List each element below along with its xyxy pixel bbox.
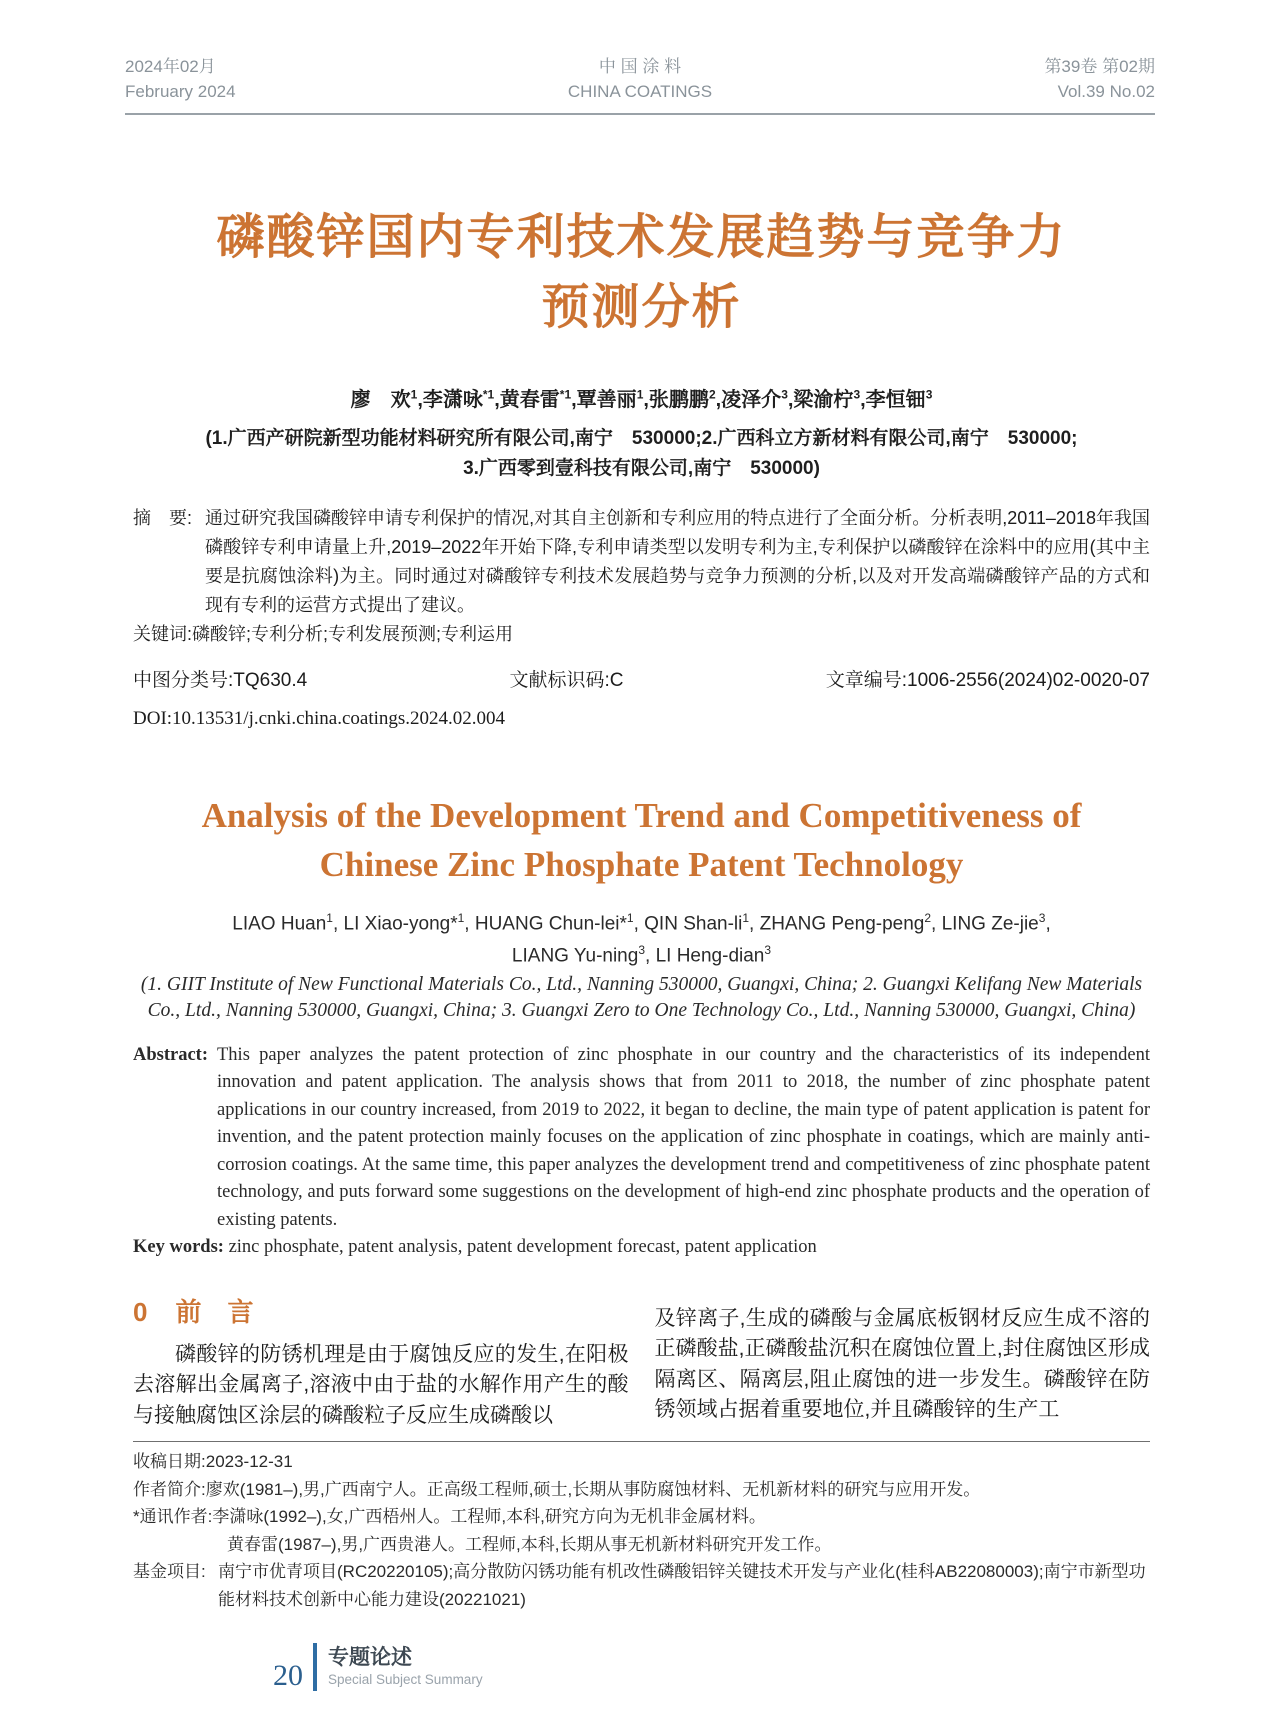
footer-column-cn: 专题论述 [328,1646,412,1670]
author-cn: ,李潇咏$^{*1}$ [417,387,495,411]
article-id: 文章编号:1006-2556(2024)02-0020-07 [825,670,1150,691]
body-column-right [655,1292,1151,1432]
affiliation-cn-line1: (1.广西产研院新型功能材料研究所有限公司,南宁 530000;2.广西科立方新材料有限公司,南宁 530000; [205,428,1078,449]
authors-cn [133,383,1150,412]
keywords-cn [133,620,1150,649]
authors-en-line1: LIAO Huan$^1$, LI Xiao-yong*$^1$, HUANG Chun-lei*$^1$, QIN Shan-$li^1$, ZHANG Peng-peng$^2$, LING Ze-jie$^3$, [232,911,1051,935]
volume-issue-en: Vol.39 No.02 [1057,82,1155,101]
abstract-cn-label: 摘 要: [133,508,193,528]
section-title: 前 言 [175,1296,254,1327]
issue-date-en: February 2024 [125,82,236,101]
keywords-cn-text: 磷酸锌;专利分析;专利发展预测;专利运用 [192,624,514,644]
issue-date-cn: 2024年02月 [125,57,216,76]
affiliations-cn [133,424,1150,484]
section-number: 0 [133,1296,148,1327]
document-code: 文献标识码:C [509,670,624,691]
keywords-en [133,1234,1150,1262]
author-cn: ,张鹏鹏$^2$ [643,387,716,411]
header-rule [125,113,1155,115]
clc-number: 中图分类号:TQ630.4 [133,670,308,691]
footer-divider-bar [313,1643,317,1691]
header-journal-name [568,54,712,104]
page-footer [273,1643,1150,1691]
author-cn: 廖 欢$^1$ [350,387,418,411]
journal-header [0,0,1280,104]
article-title-en [133,791,1150,889]
abstract-cn [133,504,1150,620]
page-number: 20 [273,1659,303,1693]
affiliation-en-line1: (1. GIIT Institute of New Functional Materials Co., Ltd., Nanning 530000, Guangxi, China; 2. Guangxi Kelifang New Materials [140,973,1143,995]
keywords-en-label: Key words: [133,1237,224,1258]
author-cn: ,梁渝柠$^3$ [787,387,861,411]
abstract-en [133,1042,1150,1235]
author-cn: ,凌泽介$^3$ [715,387,788,411]
header-volume-issue [1044,54,1155,104]
journal-name-en: CHINA COATINGS [567,82,713,101]
abstract-cn-text: 通过研究我国磷酸锌申请专利保护的情况,对其自主创新和专利应用的特点进行了全面分析。分析表明,2011–2018年我国磷酸锌专利申请量上升,2019–2022年开始下降,专利申请类型以发明专利为主,专利保护以磷酸锌在涂料中的应用(其中主要是抗腐蚀涂料)为主。同时通过对磷酸锌专利技术发展趋势与竞争力预测的分析,以及对开发高端磷酸锌产品的方式和现有专利的运营方式提出了建议。 [205,508,1150,615]
affiliation-cn-line2: 3.广西零到壹科技有限公司,南宁 530000) [463,458,820,479]
footnote-funding: 基金项目: 南宁市优青项目(RC20220105);高分散防闪锈功能有机改性磷酸铝锌关键技术开发与产业化(桂科AB22080003);南宁市新型功能材料技术创新中心能力建设(20221021) [133,1562,1146,1609]
article-title-en-line2: Chinese Zinc Phosphate Patent Technology [319,845,964,884]
doi: DOI:10.13531/j.cnki.china.coatings.2024.02.004 [133,708,506,729]
keywords-en-text: zinc phosphate, patent analysis, patent development forecast, patent application [228,1237,817,1258]
footnote-corresponding-author: *通讯作者:李潇咏(1992–),女,广西梧州人。工程师,本科,研究方向为无机非金属材料。 [133,1507,766,1527]
body-paragraph-left: 磷酸锌的防锈机理是由于腐蚀反应的发生,在阳极去溶解出金属离子,溶液中由于盐的水解作用产生的酸与接触腐蚀区涂层的磷酸粒子反应生成磷酸以 [133,1342,629,1427]
affiliations-en [133,972,1150,1024]
footnote-received-date: 收稿日期:2023-12-31 [133,1452,293,1472]
article-title-cn [133,203,1150,343]
body-column-left [133,1292,629,1432]
authors-en-line2: LIANG Yu-ning$^3$, LI Heng-dian$^3$ [511,943,772,967]
author-cn: ,李恒钿$^3$ [860,387,933,411]
footnote-corresponding-author-2: 黄春雷(1987–),男,广西贵港人。工程师,本科,长期从事无机新材料研究开发工作。 [227,1534,832,1554]
affiliation-en-line2: Co., Ltd., Nanning 530000, Guangxi, China; 3. Guangxi Zero to One Technology Co., Ltd., Nanning 530000, Guangxi, China) [147,999,1136,1021]
author-cn: ,黄春雷$^{*1}$ [494,387,572,411]
footnotes [133,1448,1150,1613]
journal-name-cn: 中 国 涂 料 [598,57,682,76]
header-issue-date [125,54,236,104]
abstract-en-text: This paper analyzes the patent protection of zinc phosphate in our country and the characteristics of its independent innovation and patent application. The analysis shows that from 2011 to 2018, the number of zinc phosphate patent applications in our country increased, from 2019 to 2022, it began to decline, the main type of patent application is patent for invention, and the patent protection mainly focuses on the application of zinc phosphate in coatings, which are mainly anti-corrosion coatings. At the same time, this paper analyzes the development trend and competitiveness of zinc phosphate patent technology, and puts forward some suggestions on the development of high-end zinc phosphate products and the operation of existing patents. [217,1044,1150,1230]
section-heading [133,1294,629,1330]
article-title-cn-line2: 预测分析 [541,281,742,334]
author-cn: ,覃善丽$^1$ [571,387,644,411]
body-paragraph-right: 及锌离子,生成的磷酸与金属底板钢材反应生成不溶的正磷酸盐,正磷酸盐沉积在腐蚀位置上,封住腐蚀区形成隔离区、隔离层,阻止腐蚀的进一步发生。磷酸锌在防锈领域占据着重要地位,并且磷酸锌的生产工 [654,1306,1150,1422]
footnote-rule [133,1441,1150,1442]
keywords-cn-label: 关键词: [133,624,193,644]
volume-issue-cn: 第39卷 第02期 [1044,57,1155,76]
article-title-cn-line1: 磷酸锌国内专利技术发展趋势与竞争力 [216,211,1067,264]
article-title-en-line1: Analysis of the Development Trend and Competitiveness of [201,796,1082,835]
footer-column-title [328,1645,483,1689]
footer-column-en: Special Subject Summary [328,1672,483,1688]
abstract-en-label: Abstract: [133,1044,209,1065]
classification-row [133,665,1150,692]
body-columns [133,1292,1150,1432]
authors-en [133,905,1150,970]
footnote-author-bio: 作者简介:廖欢(1981–),男,广西南宁人。正高级工程师,硕士,长期从事防腐蚀材料、无机新材料的研究与应用开发。 [133,1479,981,1499]
